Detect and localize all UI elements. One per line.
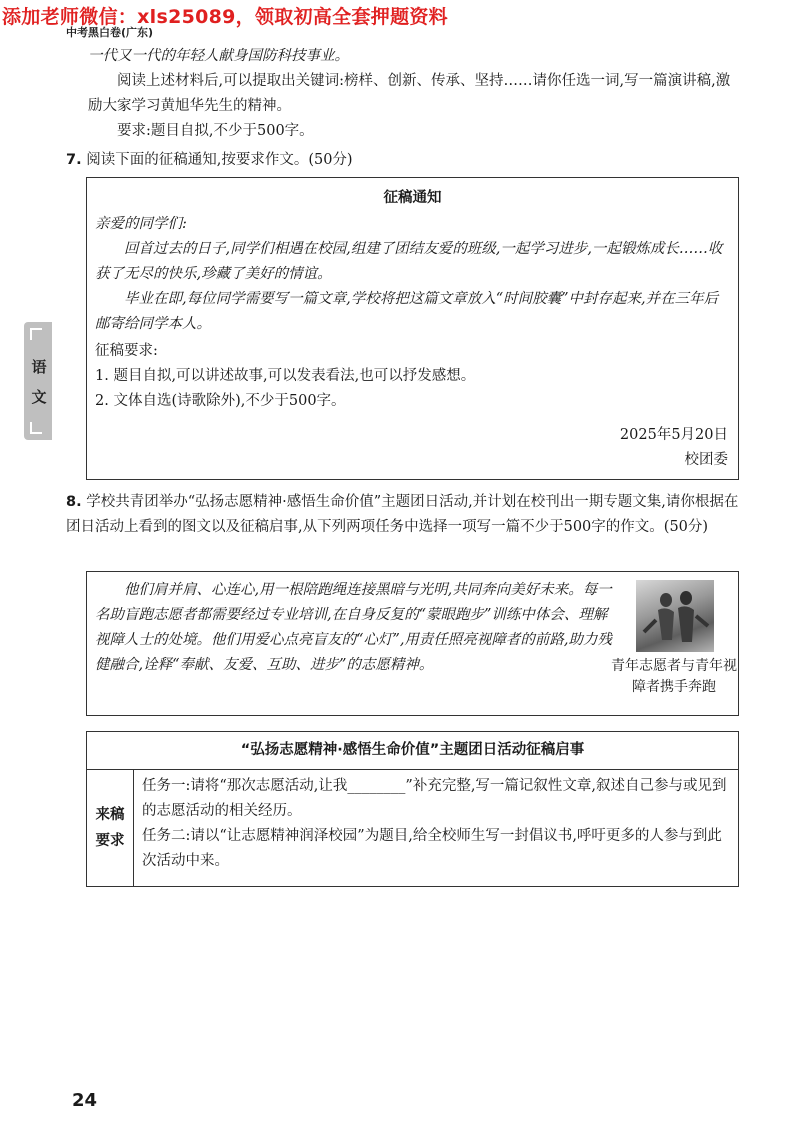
q6-line1: 一代又一代的年轻人献身国防科技事业。 <box>88 48 349 64</box>
q8-number: 8. <box>66 494 82 510</box>
q7-prompt-text: 阅读下面的征稿通知,按要求作文。(50分) <box>86 152 353 168</box>
volunteer-photo <box>636 580 714 652</box>
notice-greeting: 亲爱的同学们: <box>95 216 187 232</box>
notice-req1: 1. 题目自拟,可以讲述故事,可以发表看法,也可以抒发感想。 <box>95 368 476 384</box>
q6-para1: 阅读上述材料后,可以提取出关键词:榜样、创新、传承、坚持……请你任选一词,写一篇演讲稿,激励大家学习黄旭华先生的精神。 <box>88 73 731 114</box>
photo-caption: 青年志愿者与青年视障者携手奔跑 <box>611 658 737 695</box>
tab-char-1: 语 <box>31 358 47 376</box>
notice-para2: 毕业在即,每位同学需要写一篇文章,学校将把这篇文章放入“时间胶囊”中封存起来,并在三年后邮寄给同学本人。 <box>95 291 719 332</box>
watermark-text: 添加老师微信：xls25089，领取初高全套押题资料 <box>2 6 448 28</box>
tab-bracket-top <box>30 328 42 340</box>
material-text: 他们肩并肩、心连心,用一根陪跑绳连接黑暗与光明,共同奔向美好未来。每一名助盲跑志愿者都需要经过专业培训,在自身反复的“蒙眼跑步”训练中体会、理解视障人士的处境。他们用爱心点亮盲友的“心灯”,用责任照亮视障者的前路,助力残健融合,诠释“奉献、友爱、互助、进步”的志愿精神。 <box>95 582 613 673</box>
notice-date: 2025年5月20日 <box>619 427 728 443</box>
task-2: 任务二:请以“让志愿精神润泽校园”为题目,给全校师生写一封倡议书,呼吁更多的人参与到此次活动中来。 <box>142 828 722 869</box>
task-1: 任务一:请将“那次志愿活动,让我________”补充完整,写一篇记叙性文章,叙述自己参与或见到的志愿活动的相关经历。 <box>142 778 727 819</box>
submission-table <box>86 731 739 887</box>
runners-illustration <box>636 580 714 652</box>
table-title: “弘扬志愿精神·感悟生命价值”主题团日活动征稿启事 <box>87 732 739 770</box>
q8-prompt <box>66 490 742 540</box>
running-header: 中考黑白卷(广东) <box>66 26 154 39</box>
notice-title: 征稿通知 <box>383 190 442 206</box>
q6-para2: 要求:题目自拟,不少于500字。 <box>117 123 314 139</box>
q7-number: 7. <box>66 152 82 168</box>
notice-req-title: 征稿要求: <box>95 343 158 359</box>
notice-para1: 回首过去的日子,同学们相遇在校园,组建了团结友爱的班级,一起学习进步,一起锻炼成长……收获了无尽的快乐,珍藏了美好的情谊。 <box>95 241 723 282</box>
page-number: 24 <box>72 1090 98 1111</box>
row-label: 来稿要求 <box>87 770 134 887</box>
tasks-cell <box>134 770 739 887</box>
notice-req2: 2. 文体自选(诗歌除外),不少于500字。 <box>95 393 346 409</box>
q7-prompt <box>66 148 756 173</box>
subject-side-tab <box>24 322 52 440</box>
notice-signer: 校团委 <box>684 452 728 468</box>
q8-prompt-text: 学校共青团举办“弘扬志愿精神·感悟生命价值”主题团日活动,并计划在校刊出一期专题文集,请你根据在团日活动上看到的图文以及征稿启事,从下列两项任务中选择一项写一篇不少于500字的作文。(50分) <box>66 494 739 535</box>
q7-notice-box <box>86 177 739 480</box>
tab-bracket-bottom <box>30 422 42 434</box>
tab-char-2: 文 <box>31 388 47 406</box>
